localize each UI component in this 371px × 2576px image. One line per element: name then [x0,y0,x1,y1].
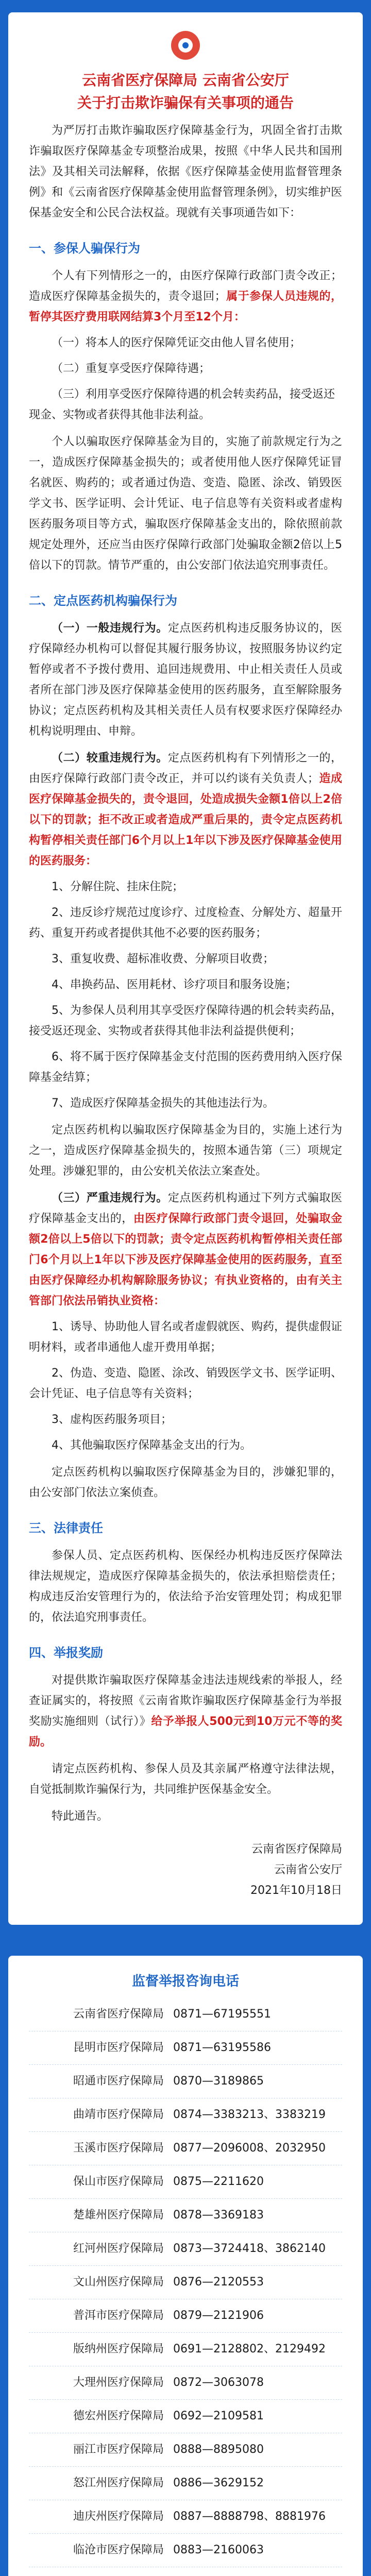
highlighted-text: 由医疗保障行政部门责令退回，处骗取金额2倍以上5倍以下的罚款；责令定点医药机构暂停相关责任部门6个月以上1年以下涉及医疗保障基金使用的医药服务，直至由医疗保障经办机构解除服务协议；有执业资格的，由有关主管部门依法吊销执业资格： [29,1212,342,1308]
contact-name: 丽江市医疗保障局 [73,2443,164,2456]
section-paragraph: 定点医药机构以骗取医疗保障基金为目的，涉嫌犯罪的，由公安部门依法立案侦查。 [29,1466,342,1499]
contact-name: 版纳州医疗保障局 [73,2343,164,2355]
contact-phone[interactable]: 0877—2096008、2032950 [173,2142,326,2155]
list-item: 1、分解住院、挂床住院； [52,880,183,893]
contact-name: 德宏州医疗保障局 [73,2410,164,2422]
contact-phone[interactable]: 0872—3063078 [173,2376,264,2389]
contact-row [29,2433,342,2467]
section-heading: 二、定点医药机构骗保行为 [29,594,177,608]
contact-phone[interactable]: 0883—2160063 [173,2544,264,2556]
paragraph-text: 对提供欺诈骗取医疗保障基金违法违规线索的举报人，经查证属实的，将按照《云南省欺诈骗取医疗保障基金行为举报奖励实施细则（试行）》 [29,1674,342,1728]
violation-heading: （三）严重违规行为。 [52,1192,168,1205]
contact-row [29,2266,342,2299]
contact-row [29,2098,342,2132]
list-item: 4、串换药品、医用耗材、诊疗项目和服务设施； [52,978,297,991]
hotline-card [8,1956,363,2576]
section-paragraph [29,1546,342,1628]
paragraph-text: 定点医药机构有下列情形之一的，由医疗保障行政部门责令改正，并可以约谈有关负责人； [29,752,342,785]
page-title [29,69,342,114]
contact-phone[interactable]: 0887—8888798、8881976 [173,2510,326,2523]
paragraph-text: 特此通告。 [52,1810,109,1823]
list-item: 3、重复收费、超标准收费、分解项目收费； [52,953,274,965]
list-item: 4、其他骗取医疗保障基金支出的行为。 [52,1439,251,1452]
contact-row [29,2232,342,2266]
list-item: 2、伪造、变造、隐匿、涂改、销毁医学文书、医学证明、会计凭证、电子信息等有关资料； [29,1367,342,1400]
contact-phone[interactable]: 0878—3369183 [173,2209,264,2222]
violation-paragraph [29,618,342,742]
highlighted-text: 造成医疗保障基金损失的，责令退回，处造成损失金额1倍以上2倍以下的罚款；拒不改正或者造成严重后果的，责令定点医药机构暂停相关责任部门6个月以上1年以下涉及医疗保障基金使用的医药服务： [29,772,342,868]
list-item: 7、造成医疗保障基金损失的其他违法行为。 [52,1097,274,1110]
contact-name: 文山州医疗保障局 [73,2276,164,2289]
paragraph-text: 个人有下列情形之一的，由医疗保障行政部门责令改正；造成医疗保障基金损失的，责令退回； [29,269,342,303]
section-paragraph: 定点医药机构以骗取医疗保障基金为目的，实施上述行为之一，造成医疗保障基金损失的，按照本通告第（三）项规定处理。涉嫌犯罪的，由公安机关依法立案查处。 [29,1124,342,1178]
title-line-2: 关于打击欺诈骗保有关事项的通告 [77,94,294,111]
highlighted-text: 属于参保人员违规的，暂停其医疗费用联网结算3个月至12个月： [29,290,342,324]
contact-name: 大理州医疗保障局 [73,2376,164,2389]
violation-paragraph [29,1188,342,1312]
contact-phone[interactable]: 0691—2128802、2129492 [173,2343,326,2355]
list-item: （一）将本人的医疗保障凭证交由他人冒名使用； [52,336,301,349]
list-item: 6、将不属于医疗保障基金支付范围的医药费用纳入医疗保障基金结算； [29,1050,342,1084]
contact-name: 曲靖市医疗保障局 [73,2108,164,2121]
contact-name: 怒江州医疗保障局 [73,2477,164,2489]
contact-name: 玉溪市医疗保障局 [73,2142,164,2155]
contact-row [29,2366,342,2400]
contact-row [29,2031,342,2065]
contact-phone[interactable]: 0871—67195551 [173,2008,271,2021]
contact-row [29,2500,342,2534]
contact-list [29,1998,342,2567]
violation-paragraph [29,748,342,872]
list-item: （二）重复享受医疗保障待遇； [52,362,211,375]
paragraph-text: 请定点医药机构、参保人员及其亲属严格遵守法律法规，自觉抵制欺诈骗保行为，共同维护医保基金安全。 [29,1762,342,1796]
section-paragraph: 个人以骗取医疗保障基金为目的，实施了前款规定行为之一，造成医疗保障基金损失的；或者使用他人医疗保障凭证冒名就医、购药的；或者通过伪造、变造、隐匿、涂改、销毁医学文书、医学证明、会计凭证、电子信息等有关资料或者虚构医药服务项目等方式，骗取医疗保障基金支出的，除依照前款规定处理外，还应当由医疗保障行政部门处骗取金额2倍以上5倍以下的罚款。情节严重的，由公安部门依法追究刑事责任。 [29,435,342,572]
contact-phone[interactable]: 0886—3629152 [173,2477,264,2489]
section-heading: 四、举报奖励 [29,1646,103,1660]
contact-row [29,2132,342,2165]
section-paragraph [29,1670,342,1753]
list-item: 5、为参保人员利用其享受医疗保障待遇的机会转卖药品，接受返还现金、实物或者获得其他非法利益提供便利； [29,1004,342,1038]
contact-row [29,2333,342,2366]
paragraph-text: 参保人员、定点医药机构、医保经办机构违反医疗保障法律法规规定，造成医疗保障基金损失的，依法承担赔偿责任；构成违反治安管理行为的，依法给予治安管理处罚；构成犯罪的，依法追究刑事责任。 [29,1549,342,1624]
section-paragraph [29,1759,342,1800]
section-paragraph [29,266,342,328]
contact-name: 普洱市医疗保障局 [73,2309,164,2322]
notice-card [8,12,363,1925]
contact-row [29,1998,342,2031]
contact-row [29,2299,342,2333]
list-item: 3、虚构医药服务项目； [52,1413,172,1426]
contact-phone[interactable]: 0873—3724418、3862140 [173,2242,326,2255]
highlighted-text: 给予举报人500元到10万元不等的奖励。 [29,1715,342,1749]
list-item: 1、诱导、协助他人冒名或者虚假就医、购药，提供虚假证明材料，或者串通他人虚开费用单据； [29,1320,342,1354]
section-heading: 三、法律责任 [29,1521,103,1535]
contact-row [29,2400,342,2433]
contact-name: 楚雄州医疗保障局 [73,2209,164,2222]
emblem-row [29,31,342,60]
contact-phone[interactable]: 0870—3189865 [173,2075,264,2088]
contact-phone[interactable]: 0871—63195586 [173,2041,271,2054]
signoff-org-2: 云南省公安厅 [274,1863,342,1876]
violation-heading: （二）较重违规行为。 [52,752,168,765]
contact-row [29,2467,342,2500]
list-item: 2、违反诊疗规范过度诊疗、过度检查、分解处方、超量开药、重复开药或者提供其他不必要的医药服务； [29,906,342,940]
medical-insurance-emblem-icon [171,31,200,60]
title-line-1: 云南省医疗保障局 云南省公安厅 [82,72,289,89]
contact-name: 保山市医疗保障局 [73,2175,164,2188]
violation-heading: （一）一般违规行为。 [52,622,168,635]
hotline-title: 监督举报咨询电话 [131,1974,239,1989]
contact-phone[interactable]: 0876—2120553 [173,2276,264,2289]
signoff-date: 2021年10月18日 [250,1884,342,1897]
contact-row [29,2199,342,2232]
paragraph-text: 定点医药机构违反服务协议的，医疗保障经办机构可以督促其履行服务协议，按照服务协议约定暂停或者不予拨付费用、追回违规费用、中止相关责任人员或者所在部门涉及医疗保障基金使用的医药服务，直至解除服务协议；定点医药机构及其相关责任人员有权要求医疗保障经办机构说明理由、申辩。 [29,622,342,738]
contact-name: 红河州医疗保障局 [73,2242,164,2255]
section-heading: 一、参保人骗保行为 [29,241,140,256]
contact-name: 昭通市医疗保障局 [73,2075,164,2088]
signoff [29,1839,342,1901]
contact-phone[interactable]: 0692—2109581 [173,2410,264,2422]
contact-row [29,2065,342,2098]
contact-phone[interactable]: 0888—8895080 [173,2443,264,2456]
intro-paragraph: 为严厉打击欺诈骗取医疗保障基金行为，巩固全省打击欺诈骗取医疗保障基金专项整治成果，按照《中华人民共和国刑法》及其相关司法解释，依据《医疗保障基金使用监督管理条例》和《云南省医疗保障基金使用监督管理条例》，切实维护医保基金安全和公民合法权益。现就有关事项通告如下： [29,124,342,219]
paragraph-text: 定点医药机构通过下列方式骗取医疗保障基金支出的， [29,1192,342,1225]
contact-name: 昆明市医疗保障局 [73,2041,164,2054]
contact-phone[interactable]: 0874—3383213、3383219 [173,2108,326,2121]
contact-row [29,2534,342,2567]
notice-sections [29,237,342,1827]
contact-name: 云南省医疗保障局 [73,2008,164,2021]
contact-phone[interactable]: 0879—2121906 [173,2309,264,2322]
signoff-org-1: 云南省医疗保障局 [251,1843,342,1856]
contact-name: 迪庆州医疗保障局 [73,2510,164,2523]
list-item: （三）利用享受医疗保障待遇的机会转卖药品，接受返还现金、实物或者获得其他非法利益。 [29,388,335,421]
contact-phone[interactable]: 0875—2211620 [173,2175,264,2188]
contact-row [29,2165,342,2199]
contact-name: 临沧市医疗保障局 [73,2544,164,2556]
section-paragraph [29,1806,342,1827]
